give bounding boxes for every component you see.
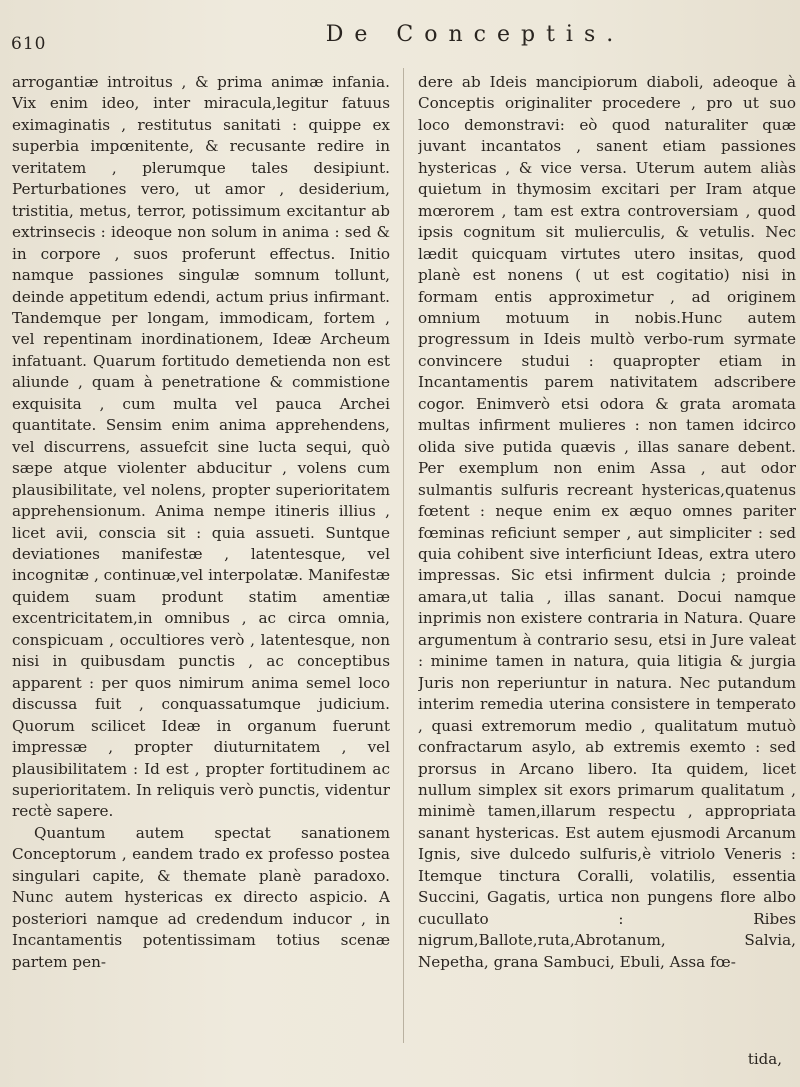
column-divider — [403, 68, 404, 1043]
page-number: 610 — [11, 34, 47, 54]
catchword: tida, — [747, 1050, 782, 1068]
page-header — [0, 22, 800, 62]
right-column — [418, 72, 796, 1072]
running-head: De Conceptis. — [325, 22, 625, 47]
left-paragraph: Quantum autem spectat sanationem Conceptorum , eandem trado ex professo postea singulari capite, & themate planè paradoxo. Nunc autem hystericas ex directo aspicio. A posteriori namque ad credendum inducor , in Incantamentis potentissimam totius scenæ partem pen- — [12, 823, 390, 971]
left-column — [12, 72, 390, 1072]
left-paragraph: arrogantiæ introitus , & prima animæ infania. Vix enim ideo, inter miracula,legitur fatuus eximaginatis , restitutus sanitati : quippe ex superbia impœnitente, & recusante redire in veritatem , plerumque tales desipiunt. Perturbationes vero, ut amor , desiderium, tristitia, metus, terror, potissimum excitantur ab extrinsecis : ideoque non solum in anima : sed & in corpore , suos proferunt effectus. Initio namque passiones singulæ somnum tollunt, deinde appetitum edendi, actum prius infirmant. Tandemque per longam, immodicam, fortem , vel repentinam inordinationem, Ideæ Archeum infatuant. Quarum fortitudo demetienda non est aliunde , quam à penetratione & commistione exquisita , cum multa vel pauca Archei quantitate. Sensim enim anima apprehendens, vel discurrens, assuefcit sine lucta sequi, quò sæpe atque violenter abducitur , volens cum plausibilitate, vel nolens, propter superioritatem apprehensionum. Anima nempe itineris illius , licet avii, conscia sit : quia assueti. Suntque deviationes manifestæ , latentesque, vel incognitæ , continuæ,vel interpolatæ. Manifestæ quidem suam produnt statim amentiæ excentricitatem,in omnibus , ac circa omnia, conspicuam , occultiores verò , latentesque, non nisi in quibusdam punctis , ac conceptibus apparent : per quos nimirum anima semel loco discussa fuit , conquassatumque judicium. Quorum scilicet Ideæ in organum fuerunt impressæ , propter diuturnitatem , vel plausibilitatem : Id est , propter fortitudinem ac superioritatem. In reliquis verò punctis, videntur rectè sapere. — [12, 73, 390, 821]
right-paragraph: dere ab Ideis mancipiorum diaboli, adeoque à Conceptis originaliter procedere , pro ut suo loco demonstravi: eò quod naturaliter quæ juvant incantatos , sanent etiam passiones hystericas , & vice versa. Uterum autem aliàs quietum in thymosim excitari per Iram atque mœrorem , tam est extra controversiam , quod ipsis cognitum sit mulierculis, & vetulis. Nec lædit quicquam virtutes utero insitas, quod planè est nonens ( ut est cogitatio) nisi in formam entis approximetur , ad originem omnium motuum in nobis.Hunc autem progressum in Ideis multò verbo-rum syrmate convincere studui : quapropter etiam in Incantamentis parem nativitatem adscribere cogor. Enimverò etsi odora & grata aromata multas infirment mulieres : non tamen idcirco olida sive putida quævis , illas sanare debent. Per exemplum non enim Assa , aut odor sulmantis sulfuris recreant hystericas,quatenus fœtent : neque enim ex æquo omnes pariter fœminas reficiunt semper , aut simpliciter : sed quia cohibent sive interficiunt Ideas, extra utero impressas. Sic etsi infirment dulcia ; proinde amara,ut talia , illas sanant. Docui namque inprimis non existere contraria in Natura. Quare argumentum à contrario sesu, etsi in Jure valeat : minime tamen in natura, quia litigia & jurgia Juris non reperiuntur in natura. Nec putandum interim remedia uterina consistere in temperato , quasi extremorum medio , qualitatum mutuò confractarum asylo, ab extremis exemto : sed prorsus in Arcano libero. Ita quidem, licet nullum simplex sit exors primarum qualitatum , minimè tamen,illarum respectu , appropriata sanant hystericas. Est autem ejusmodi Arcanum Ignis, sive dulcedo sulfuris,è vitriolo Veneris : Itemque tinctura Coralli, volatilis, essentia Succini, Gagatis, urtica non pungens flore albo cucullato : Ribes nigrum,Ballote,ruta,Abrotanum, Salvia, Nepetha, grana Sambuci, Ebuli, Assa fœ- — [418, 73, 796, 971]
